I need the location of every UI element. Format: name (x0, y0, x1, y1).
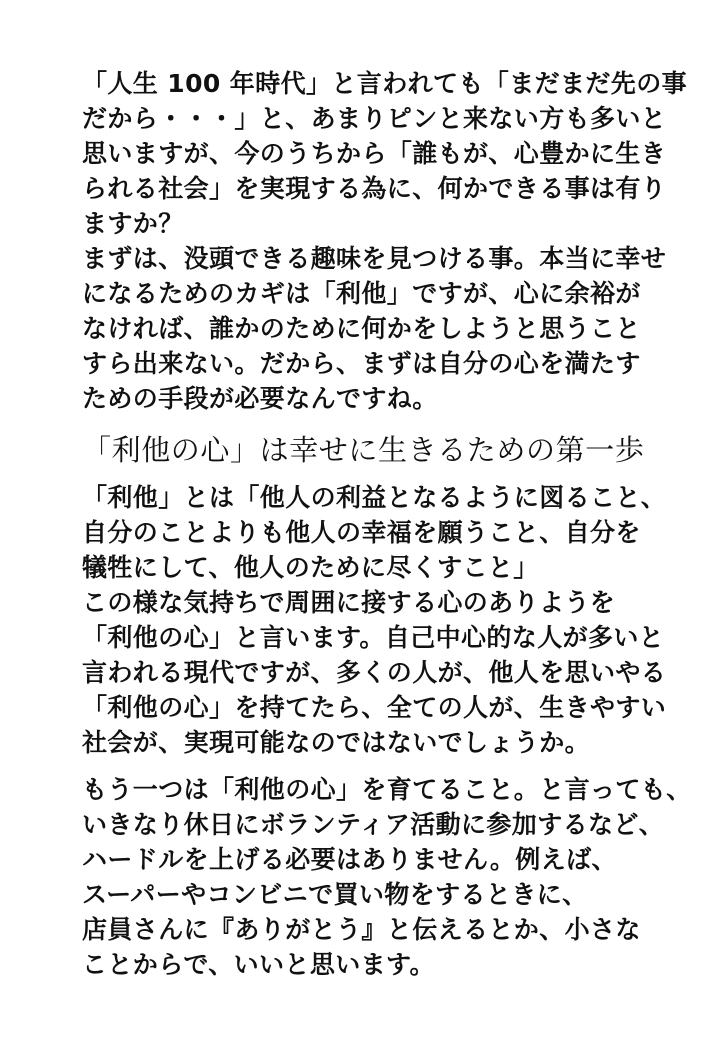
intro-line: ための手段が必要なんですね。 (82, 384, 438, 413)
intro-line: まずは、没頭できる趣味を見つける事。本当に幸せ (82, 244, 667, 273)
body-line: 「利他の心」と言います。自己中心的な人が多いと (82, 623, 665, 652)
intro-line: なければ、誰かのために何かをしようと思うこと (82, 314, 641, 343)
intro-line: 「人生 100 年時代」と言われても「まだまだ先の事 (82, 69, 687, 98)
body-line: 犠牲にして、他人のために尽くすこと」 (82, 553, 539, 582)
intro-line: だから・・・」と、あまりピンと来ない方も多いと (82, 104, 667, 133)
closing-line: スーパーやコンビニで買い物をするときに、 (82, 880, 588, 909)
intro-line: 思いますが、今のうちから「誰もが、心豊かに生き (82, 139, 667, 168)
intro-line: すら出来ない。だから、まずは自分の心を満たす (82, 349, 641, 378)
body-line: 言われる現代ですが、多くの人が、他人を思いやる (82, 658, 667, 687)
closing-line: いきなり休日にボランティア活動に参加するなど、 (82, 810, 665, 839)
spacer (82, 470, 712, 480)
body-line: 「利他」とは「他人の利益となるように図ること、 (82, 483, 667, 512)
intro-paragraph (82, 66, 712, 416)
intro-line: になるためのカギは「利他」ですが、心に余裕が (82, 279, 641, 308)
body-line: 自分のことよりも他人の幸福を願うこと、自分を (82, 518, 641, 547)
section-heading: 「利他の心」は幸せに生きるための第一歩 (82, 433, 645, 467)
intro-line: られる社会」を実現する為に、何かできる事は有り (82, 174, 667, 203)
intro-line: ますか？ (82, 209, 184, 238)
closing-line: ことからで、いいと思います。 (82, 950, 435, 979)
article (82, 66, 712, 982)
closing-paragraph (82, 772, 712, 982)
closing-line: 店員さんに『ありがとう』と伝えるとか、小さな (82, 915, 641, 944)
closing-line: もう一つは「利他の心」を育てること。と言っても、 (82, 775, 692, 804)
spacer (82, 416, 712, 430)
body-line: 「利他の心」を持てたら、全ての人が、生きやすい (82, 693, 667, 722)
spacer (82, 760, 712, 772)
body-line: この様な気持ちで周囲に接する心のありようを (82, 588, 616, 617)
body-line: 社会が、実現可能なのではないでしょうか。 (82, 728, 591, 757)
closing-line: ハードルを上げる必要はありません。例えば、 (82, 845, 617, 874)
section-body-paragraph (82, 480, 712, 760)
